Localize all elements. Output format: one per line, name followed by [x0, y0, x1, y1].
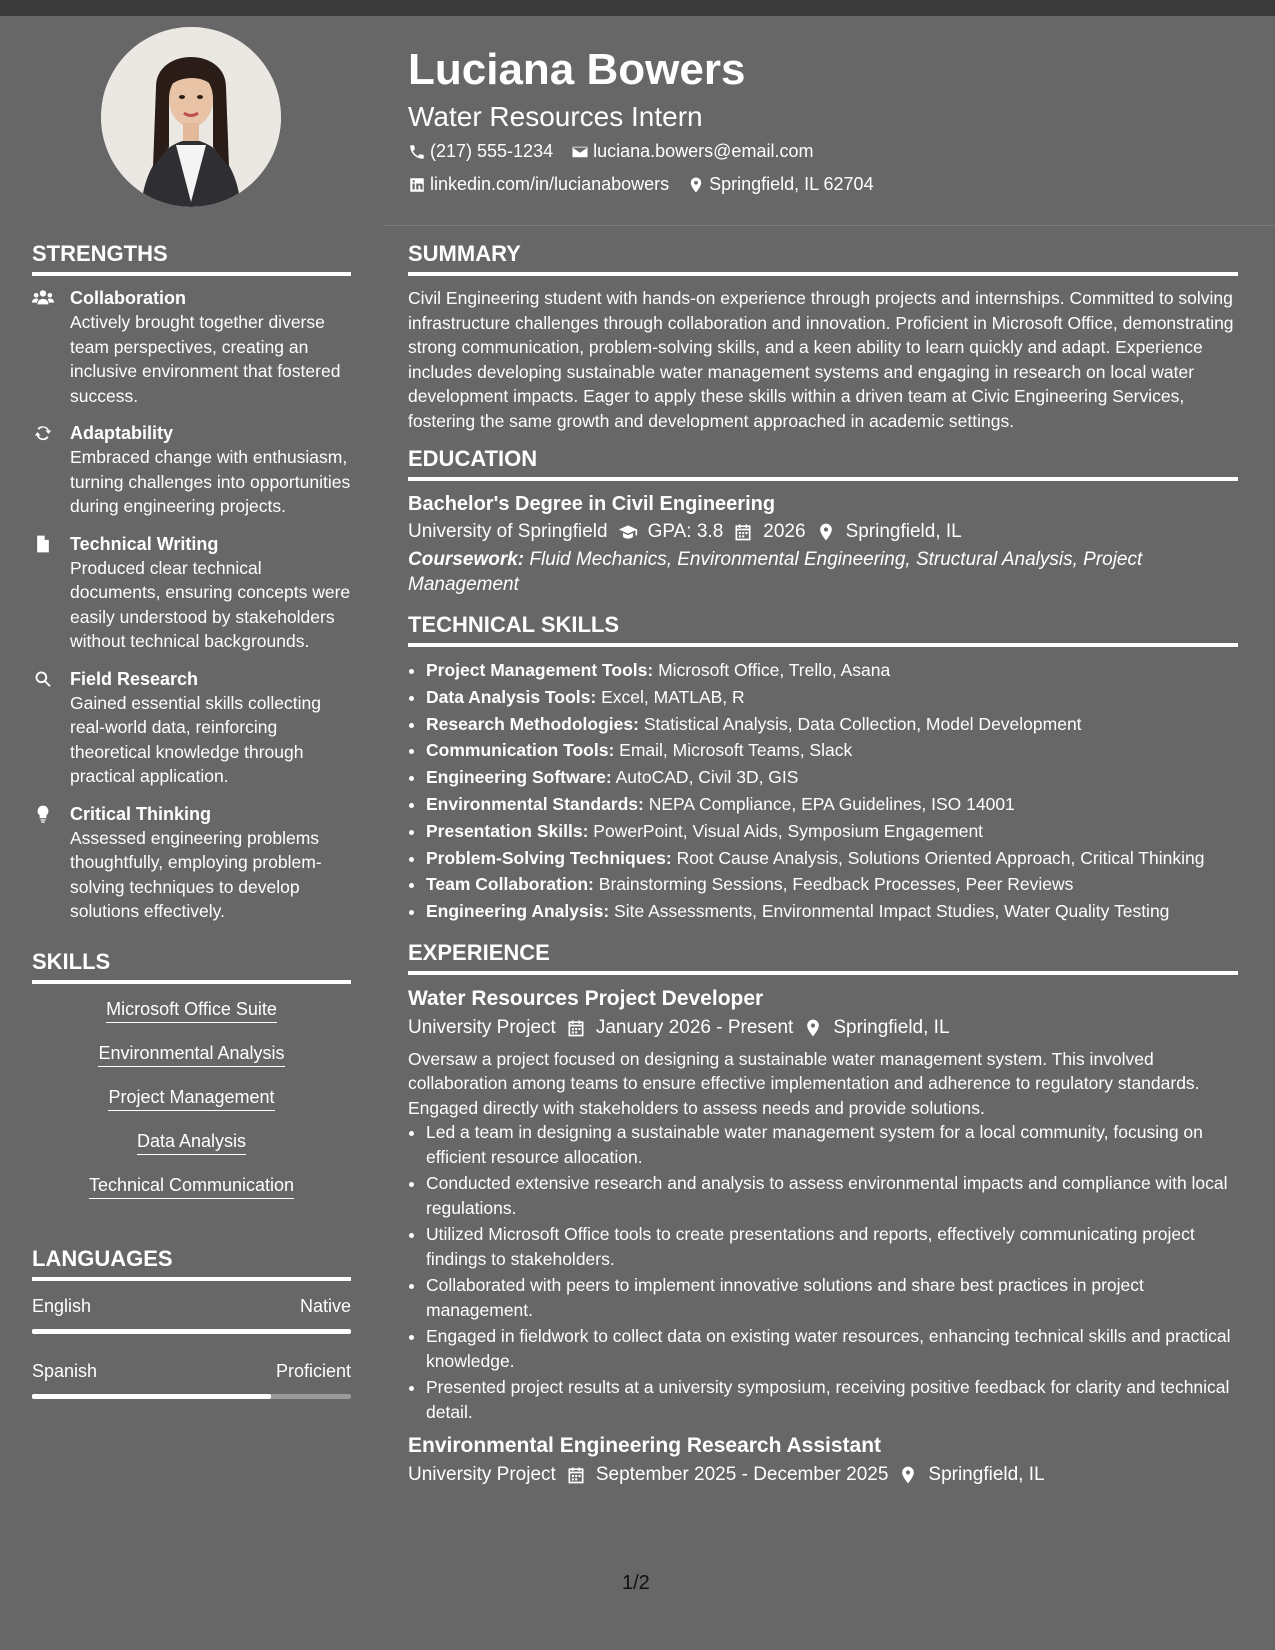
- strength-title: Adaptability: [70, 423, 174, 443]
- languages-heading: LANGUAGES: [32, 1245, 351, 1281]
- job-dates: September 2025 - December 2025: [595, 1464, 889, 1486]
- refresh-icon: [32, 423, 54, 443]
- candidate-title: Water Resources Intern: [408, 101, 703, 132]
- job-dates: January 2026 - Present: [595, 1016, 794, 1038]
- strength-title: Field Research: [70, 668, 199, 689]
- education-degree: Bachelor's Degree in Civil Engineering: [408, 493, 776, 515]
- contact-email[interactable]: [571, 141, 813, 162]
- calendar-icon: [733, 522, 753, 542]
- search-icon: [32, 669, 54, 689]
- technical-skill-item: • Engineering Software: AutoCAD, Civil 3D, GIS: [426, 764, 1238, 791]
- email-text: luciana.bowers@email.com: [593, 141, 814, 161]
- map-pin-icon: [898, 1465, 918, 1485]
- technical-skill-item: • Problem-Solving Techniques: Root Cause Analysis, Solutions Oriented Approach, Critical Thinking: [426, 845, 1238, 872]
- map-pin-icon: [687, 176, 705, 194]
- header-divider: [383, 225, 1275, 226]
- technical-skill-item: • Communication Tools: Email, Microsoft Teams, Slack: [426, 737, 1238, 764]
- profile-photo: [101, 27, 281, 207]
- contact-location: [687, 174, 873, 195]
- education-meta: [408, 517, 1238, 547]
- language-level: Proficient: [275, 1360, 351, 1381]
- top-bar: [0, 0, 1275, 16]
- document-icon: [32, 534, 54, 554]
- technical-skills-list: [408, 657, 1238, 925]
- candidate-name: Luciana Bowers: [408, 45, 746, 94]
- lightbulb-icon: [32, 804, 54, 824]
- summary-text: Civil Engineering student with hands-on experience through projects and internships. Committed to solving infrastructure challenges through collaboration and innovation. Proficient in Microsoft Office, demonstrating strong communication, problem-solving skills, and a keen ability to learn quickly and adapt. Experience includes developing sustainable water management systems and engaging in research on local water development impacts. Eager to apply these skills within a driven team at Civic Engineering Services, fostering the same growth and development approached in academic settings.: [408, 288, 1234, 431]
- language-proficiency-bar: [32, 1394, 351, 1399]
- users-icon: [32, 288, 54, 308]
- resume-header: [408, 40, 1228, 200]
- language-proficiency-bar: [32, 1329, 351, 1334]
- job-bullet: • Conducted extensive research and analysis to assess environmental impacts and compliance with local regulations.: [426, 1171, 1238, 1220]
- strength-item: [32, 421, 351, 519]
- calendar-icon: [566, 1018, 586, 1038]
- left-column: [32, 240, 351, 1425]
- education-location: Springfield, IL: [845, 521, 962, 542]
- language-name: Spanish: [32, 1360, 98, 1381]
- technical-skills-heading: TECHNICAL SKILLS: [408, 611, 1238, 647]
- job-location: Springfield, IL: [833, 1016, 950, 1038]
- language-item: [32, 1295, 351, 1334]
- technical-skill-item: • Project Management Tools: Microsoft Office, Trello, Asana: [426, 657, 1238, 684]
- job-description: Oversaw a project focused on designing a sustainable water management system. This involved collaboration among teams to ensure effective implementation and adherence to regulatory standards. Engaged directly with stakeholders to assess needs and provide solutions.: [408, 1048, 1200, 1118]
- job-title: Water Resources Project Developer: [408, 986, 764, 1010]
- skill-item: Environmental Analysis: [32, 1041, 351, 1065]
- skill-item: Project Management: [32, 1085, 351, 1109]
- strength-item: [32, 532, 351, 654]
- strength-title: Technical Writing: [70, 533, 219, 554]
- summary-heading: SUMMARY: [408, 240, 1238, 276]
- coursework-text: Fluid Mechanics, Environmental Engineering, Structural Analysis, Project Management: [408, 549, 1143, 595]
- job-bullet: • Utilized Microsoft Office tools to create presentations and reports, effectively communicating project findings to stakeholders.: [426, 1222, 1238, 1271]
- job-bullet: • Led a team in designing a sustainable water management system for a local community, focusing on efficient resource allocation.: [426, 1120, 1238, 1169]
- technical-skill-item: • Presentation Skills: PowerPoint, Visual Aids, Symposium Engagement: [426, 818, 1238, 845]
- technical-skill-item: • Team Collaboration: Brainstorming Sessions, Feedback Processes, Peer Reviews: [426, 871, 1238, 898]
- page-number: 1/2: [622, 1572, 650, 1594]
- job-org: University Project: [408, 1016, 556, 1038]
- graduation-cap-icon: [618, 522, 638, 542]
- job-bullet: • Presented project results at a university symposium, receiving positive feedback for clarity and technical detail.: [426, 1375, 1238, 1424]
- phone-text: (217) 555-1234: [430, 141, 554, 161]
- strengths-heading: STRENGTHS: [32, 240, 351, 276]
- job-org: University Project: [408, 1464, 556, 1486]
- strength-item: [32, 286, 351, 408]
- technical-skill-item: • Research Methodologies: Statistical Analysis, Data Collection, Model Development: [426, 711, 1238, 738]
- contact-linkedin[interactable]: [408, 174, 669, 195]
- education-gpa: GPA: 3.8: [647, 521, 724, 542]
- envelope-icon: [571, 143, 589, 161]
- language-item: [32, 1360, 351, 1399]
- experience-heading: EXPERIENCE: [408, 939, 1238, 975]
- skill-item: Microsoft Office Suite: [32, 997, 351, 1021]
- strength-title: Critical Thinking: [70, 803, 212, 824]
- technical-skill-item: • Environmental Standards: NEPA Compliance, EPA Guidelines, ISO 14001: [426, 791, 1238, 818]
- phone-icon: [408, 143, 426, 161]
- linkedin-icon: [408, 176, 426, 194]
- contact-phone[interactable]: [408, 141, 553, 162]
- experience-item: [408, 985, 1238, 1425]
- job-title: Environmental Engineering Research Assistant: [408, 1434, 882, 1458]
- skill-item: Data Analysis: [32, 1129, 351, 1153]
- job-location: Springfield, IL: [928, 1464, 1045, 1486]
- right-column: [408, 240, 1238, 1490]
- skill-item: Technical Communication: [32, 1173, 351, 1197]
- language-level: Native: [299, 1295, 351, 1316]
- strength-desc: Embraced change with enthusiasm, turning challenges into opportunities during engineering projects.: [70, 447, 351, 516]
- strength-desc: Assessed engineering problems thoughtfully, employing problem-solving techniques to develop solutions effectively.: [70, 827, 322, 921]
- strength-item: [32, 667, 351, 789]
- job-meta: [408, 1013, 1238, 1043]
- strength-desc: Produced clear technical documents, ensuring concepts were easily understood by stakeholders without technical backgrounds.: [70, 557, 351, 651]
- map-pin-icon: [803, 1018, 823, 1038]
- strength-desc: Actively brought together diverse team perspectives, creating an inclusive environment that fostered success.: [70, 312, 341, 406]
- strength-desc: Gained essential skills collecting real-world data, reinforcing theoretical knowledge through practical application.: [70, 692, 321, 786]
- job-bullets: [408, 1120, 1238, 1424]
- coursework-label: Coursework:: [408, 549, 525, 570]
- strength-title: Collaboration: [70, 288, 186, 308]
- job-meta: [408, 1460, 1238, 1490]
- technical-skill-item: • Engineering Analysis: Site Assessments, Environmental Impact Studies, Water Quality Testing: [426, 898, 1238, 925]
- experience-item: [408, 1432, 1238, 1490]
- technical-skill-item: • Data Analysis Tools: Excel, MATLAB, R: [426, 684, 1238, 711]
- calendar-icon: [566, 1465, 586, 1485]
- education-heading: EDUCATION: [408, 445, 1238, 481]
- map-pin-icon: [816, 522, 836, 542]
- contact-row-1: [408, 136, 1228, 167]
- linkedin-text: linkedin.com/in/lucianabowers: [430, 174, 670, 194]
- skills-list: [32, 997, 351, 1197]
- job-bullet: • Engaged in fieldwork to collect data on existing water resources, enhancing technical skills and practical knowledge.: [426, 1324, 1238, 1373]
- education-year: 2026: [763, 521, 806, 542]
- contact-row-2: [408, 169, 1228, 200]
- job-bullet: • Collaborated with peers to implement innovative solutions and share best practices in project management.: [426, 1273, 1238, 1322]
- skills-heading: SKILLS: [32, 948, 351, 984]
- location-text: Springfield, IL 62704: [709, 174, 874, 194]
- language-name: English: [32, 1295, 92, 1316]
- education-coursework: [408, 547, 1238, 597]
- strength-item: [32, 802, 351, 924]
- education-school: University of Springfield: [408, 521, 608, 542]
